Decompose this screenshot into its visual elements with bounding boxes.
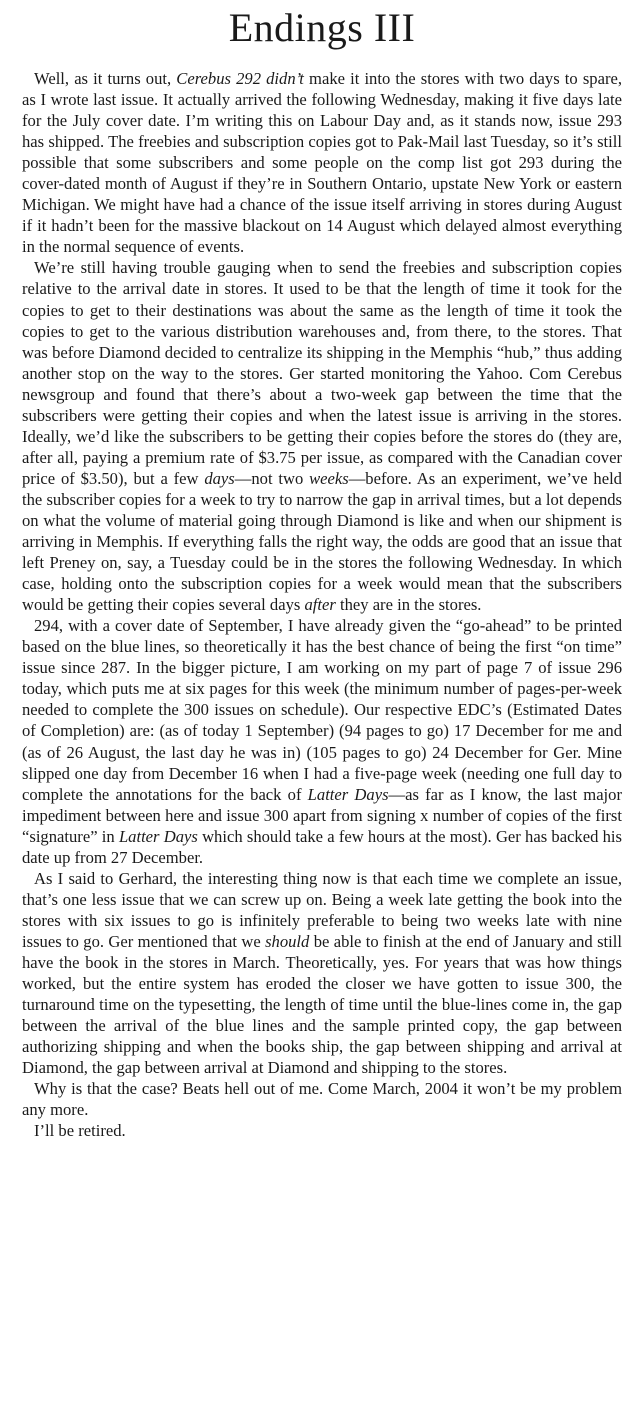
italic-text: Latter Days: [307, 784, 389, 804]
italic-text: Cerebus 292 didn’t: [176, 69, 304, 88]
italic-text: Latter Days: [118, 826, 198, 846]
text-run: which should take a few hours at the most). Ger has backed his date up from 27 December.: [22, 826, 622, 867]
text-run: —not two: [234, 468, 310, 488]
text-run: Why is that the case? Beats hell out of me. Come March, 2004 it won’t be my problem any more.: [22, 1079, 622, 1120]
text-run: —before. As an experiment, we’ve held the subscriber copies for a week to try to narrow the gap in arrival times, but a lot depends on what the volume of material going through Diamond is like and when our shipment is arriving in Memphis. If everything falls the right way, the odds are good that an issue that left Preney on, say, a Tuesday could be in the stores the following Wednesday. In which case, holding onto the subscription copies for a week would mean that the subscribers would be getting their copies several days: [22, 468, 622, 615]
article-body: [22, 68, 622, 1141]
text-run: I’ll be retired.: [34, 1121, 126, 1141]
text-run: 294, with a cover date of September, I have already given the “go-ahead” to be printed based on the blue lines, so theoretically it has the best chance of being the first “on time” issue since 287. In the bigger picture, I am working on my part of page 7 of issue 296 today, which puts me at six pages for this week (the minimum number of pages-per-week needed to complete the 300 issues on schedule). Our respective EDC’s (Estimated Dates of Completion) are: (as of today 1 September) (94 pages to go) 17 December for me and (as of 26 August, the last day he was in) (105 pages to go) 24 December for Ger. Mine slipped one day from December 16 when I had a five-page week (needing one full day to complete the annotations for the back of: [22, 616, 622, 804]
article-title: Endings III: [228, 5, 416, 50]
text-run: they are in the stores.: [335, 595, 482, 615]
text-run: As I said to Gerhard, the interesting thing now is that each time we complete an issue, that’s one less issue that we can screw up on. Being a week late getting the book into the stores with six issues to go is infinitely preferable to being two weeks late with nine issues to go. Ger mentioned that we: [22, 868, 622, 951]
text-run: We’re still having trouble gauging when to send the freebies and subscription copies relative to the arrival date in stores. It used to be that the length of time it took for the copies to get to their destinations was about the same as the length of time it took the copies to get to the various distribution warehouses and, from there, to the stores. That was before Diamond decided to centralize its shipping in the Memphis “hub,” thus adding another stop on the way to the stores. Ger started monitoring the Yahoo. Com Cerebus newsgroup and found that there’s about a two-week gap between the time that the subscribers were getting their copies and when the latest issue is arriving in the stores. Ideally, we’d like the subscribers to be getting their copies before the stores do (they are, after all, paying a premium rate of $3.75 per issue, as compared with the Canadian cover price of $3.50), but a few: [22, 258, 622, 488]
paragraph-4: [22, 868, 622, 1078]
article-page: [22, 0, 622, 1141]
text-run: —as far as I know, the last major impediment between here and issue 300 apart from signing x number of copies of the first “signature” in: [22, 784, 622, 846]
italic-text: should: [265, 931, 310, 951]
italic-text: weeks: [309, 468, 349, 488]
italic-text: days: [204, 468, 235, 488]
text-run: make it into the stores with two days to spare, as I wrote last issue. It actually arrived the following Wednesday, making it five days late for the July cover date. I’m writing this on Labour Day and, as it stands now, issue 293 has shipped. The freebies and subscription copies got to Pak-Mail last Tuesday, so it’s still possible that some subscribers and some people on the comp list got 293 during the cover-dated month of August if they’re in Southern Ontario, upstate New York or eastern Michigan. We might have had a chance of the issue itself arriving in stores during August if it hadn’t been for the massive blackout on 14 August which delayed almost everything in the normal sequence of events.: [22, 69, 622, 257]
text-run: Well, as it turns out,: [34, 69, 177, 88]
paragraph-6: [22, 1120, 622, 1141]
italic-text: after: [304, 595, 336, 615]
paragraph-5: [22, 1078, 622, 1120]
paragraph-2: [22, 257, 622, 615]
paragraph-1: [22, 68, 622, 257]
paragraph-3: [22, 615, 622, 868]
text-run: be able to finish at the end of January and still have the book in the stores in March. Theoretically, yes. For years that was how things worked, but the entire system has eroded the closer we have gotten to issue 300, the turnaround time on the typesetting, the length of time until the blue-lines come in, the gap between the arrival of the blue lines and the sample printed copy, the gap between authorizing shipping and when the books ship, the gap between shipping and arrival at Diamond, the gap between arrival at Diamond and shipping to the stores.: [22, 931, 622, 1078]
